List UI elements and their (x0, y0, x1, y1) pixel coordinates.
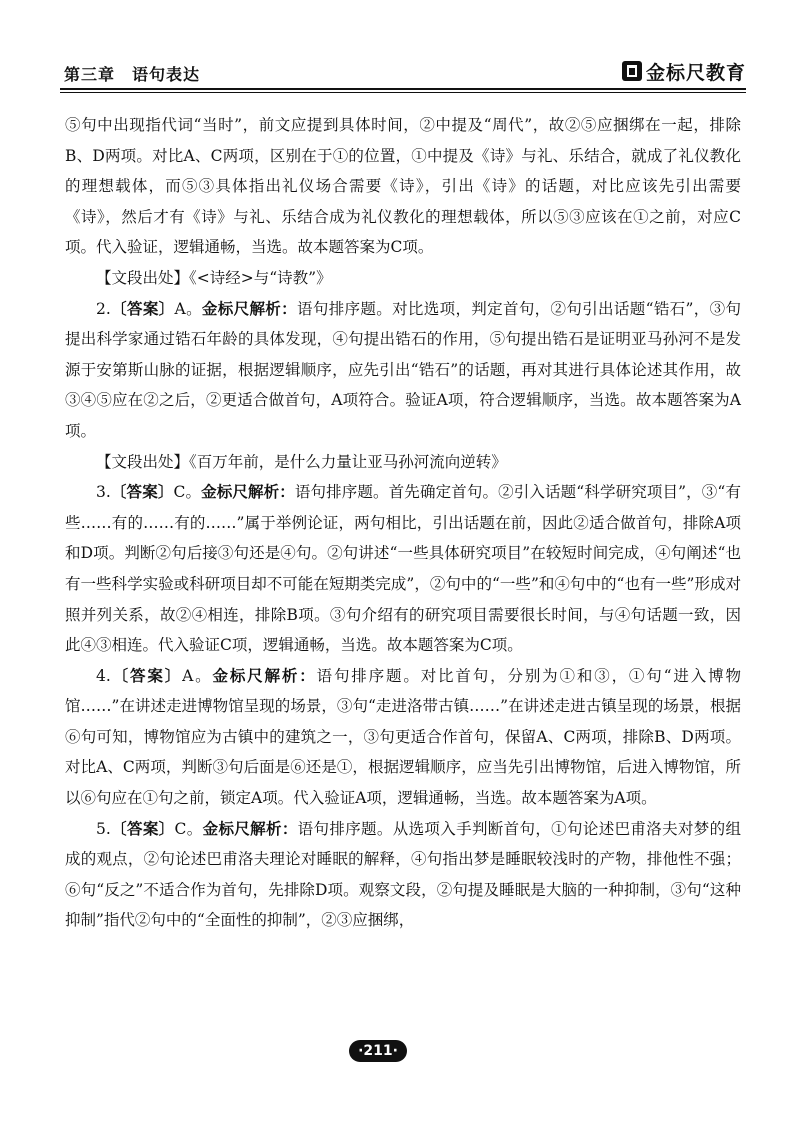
item-number: 3. (96, 483, 111, 502)
source-citation: 【文段出处】《百万年前，是什么力量让亚马孙河流向逆转》 (96, 452, 507, 471)
item-number: 2. (96, 299, 111, 318)
item-number: 4. (96, 666, 111, 685)
header-rule-thin (60, 92, 746, 93)
answer-item-2 (65, 294, 741, 447)
answer-value: A。 (174, 299, 202, 318)
chapter-title: 第三章 语句表达 (64, 65, 201, 84)
answer-item-4 (65, 661, 741, 814)
brand-name: 金标尺教育 (645, 61, 746, 84)
answer-label: 〔答案〕 (110, 483, 174, 502)
source-citation: 【文段出处】《<诗经>与“诗教”》 (96, 268, 332, 287)
paragraph-continued: ⑤句中出现指代词“当时”，前文应提到具体时间，②中提及“周代”，故②⑤应捆绑在一起，排除B、D两项。对比A、C两项，区别在于①的位置，①中提及《诗》与礼、乐结合，就成了礼仪教化的理想载体，而⑤③具体指出礼仪场合需要《诗》，引出《诗》的话题，对比应该先引出需要《诗》，然后才有《诗》与礼、乐结合成为礼仪教化的理想载体，所以⑤③应该在①之前，对应C项。代入验证，逻辑通畅，当选。故本题答案为C项。 (65, 116, 741, 257)
answer-item-3 (65, 477, 741, 661)
answer-value: C。 (174, 819, 203, 838)
analysis-label: 金标尺解析： (201, 483, 295, 502)
answer-value: A。 (182, 666, 213, 685)
answer-item-5 (65, 814, 741, 936)
item-number: 5. (96, 819, 111, 838)
brand-logo (622, 58, 746, 84)
analysis-text: 语句排序题。首先确定首句。②引入话题“科学研究项目”，③“有些……有的……有的……”属于举例论证，两句相比，引出话题在前，因此②适合做首句，排除A项和D项。判断②句后接③句还是④句。②句讲述“一些具体研究项目”在较短时间完成，④句阐述“也有一些科学实验或科研项目却不可能在短期类完成”，②句中的“一些”和④句中的“也有一些”形成对照并列关系，故②④相连，排除B项。③句介绍有的研究项目需要很长时间，与④句话题一致，因此④③相连。代入验证C项，逻辑通畅，当选。故本题答案为C项。 (65, 483, 741, 655)
answer-label: 〔答案〕 (110, 819, 175, 838)
header-rule (60, 88, 746, 90)
answer-value: C。 (173, 483, 202, 502)
analysis-text: 语句排序题。从选项入手判断首句，①句论述巴甫洛夫对梦的组成的观点，②句论述巴甫洛夫理论对睡眠的解释，④句指出梦是睡眠较浅时的产物，排他性不强；⑥句“反之”不适合作为首句，先排除D项。观察文段，②句提及睡眠是大脑的一种抑制，③句“这种抑制”指代②句中的“全面性的抑制”，②③应捆绑， (65, 819, 741, 930)
page-number: ·211· (349, 1040, 407, 1062)
analysis-label: 金标尺解析： (202, 819, 298, 838)
page-header (60, 58, 746, 88)
analysis-text: 语句排序题。对比首句，分别为①和③，①句“进入博物馆……”在讲述走进博物馆呈现的场景，③句“走进洛带古镇……”在讲述走进古镇呈现的场景，根据⑥句可知，博物馆应为古镇中的建筑之一，③句更适合作首句，保留A、C两项，排除B、D两项。对比A、C两项，判断③句后面是⑥还是①，根据逻辑顺序，应当先引出博物馆，后进入博物馆，所以⑥句应在①句之前，锁定A项。代入验证A项，逻辑通畅，当选。故本题答案为A项。 (65, 666, 741, 808)
analysis-label: 金标尺解析： (201, 299, 297, 318)
analysis-text: 语句排序题。对比选项，判定首句，②句引出话题“锆石”，③句提出科学家通过锆石年龄的具体发现，④句提出锆石的作用，⑤句提出锆石是证明亚马孙河不是发源于安第斯山脉的证据，根据逻辑顺序，应先引出“锆石”的话题，再对其进行具体论述其作用，故③④⑤应在②之后，②更适合做首句，A项符合。验证A项，符合逻辑顺序，当选。故本题答案为A项。 (65, 299, 741, 440)
answer-label: 〔答案〕 (110, 666, 183, 685)
page-content (65, 110, 741, 936)
analysis-label: 金标尺解析： (212, 666, 317, 685)
answer-label: 〔答案〕 (110, 299, 175, 318)
brand-icon (622, 61, 642, 81)
